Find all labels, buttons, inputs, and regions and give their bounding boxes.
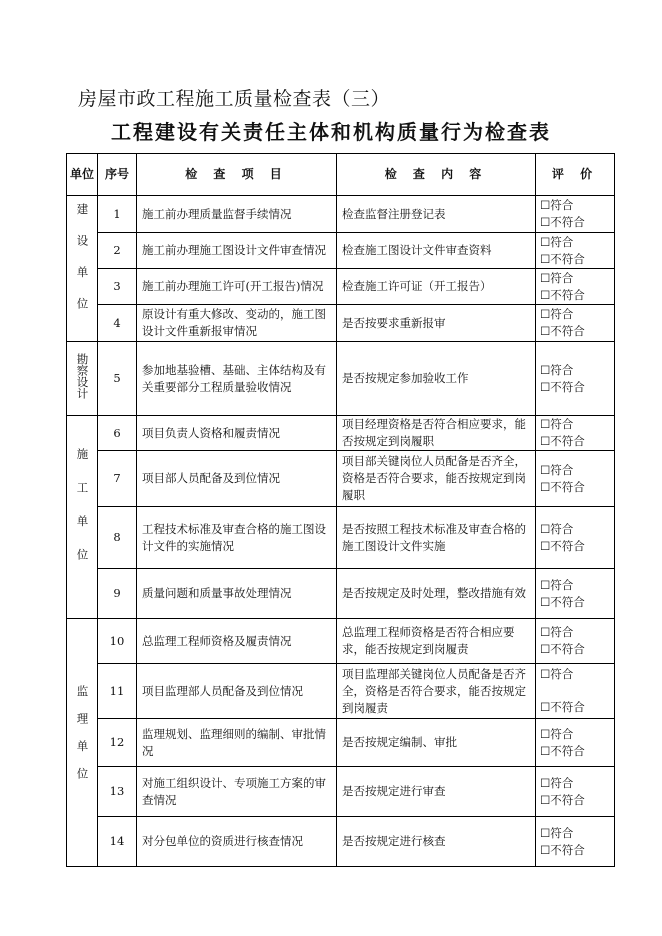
grade-options bbox=[540, 306, 610, 340]
form-title: 房屋市政工程施工质量检查表（三） bbox=[78, 88, 391, 110]
fail-checkbox[interactable]: ☐不符合 bbox=[540, 792, 585, 807]
table-row bbox=[67, 619, 615, 664]
pass-checkbox[interactable]: ☐符合 bbox=[540, 198, 574, 212]
unit-cell bbox=[67, 342, 98, 416]
header-unit: 单位 bbox=[67, 154, 98, 196]
content-cell: 是否按规定编制、审批 bbox=[337, 719, 536, 767]
table-row bbox=[67, 569, 615, 619]
item-cell: 施工前办理施工图设计文件审查情况 bbox=[137, 233, 337, 269]
pass-checkbox[interactable]: ☐符合 bbox=[540, 362, 574, 377]
seq-cell: 9 bbox=[98, 569, 137, 619]
item-cell: 原设计有重大修改、变动的，施工图设计文件重新报审情况 bbox=[137, 305, 337, 342]
header-grade: 评 价 bbox=[536, 154, 615, 196]
content-cell: 项目经理资格是否符合相应要求，能否按规定到岗履职 bbox=[337, 416, 536, 451]
seq-cell: 5 bbox=[98, 342, 137, 416]
table-row bbox=[67, 664, 615, 719]
table-row bbox=[67, 305, 615, 342]
item-cell: 参加地基验槽、基础、主体结构及有关重要部分工程质量验收情况 bbox=[137, 342, 337, 416]
fail-checkbox[interactable]: ☐不符合 bbox=[540, 324, 585, 338]
unit-cell bbox=[67, 416, 98, 619]
content-cell: 项目部关键岗位人员配备是否齐全，资格是否符合要求，能否按规定到岗履职 bbox=[337, 451, 536, 507]
seq-cell: 13 bbox=[98, 767, 137, 817]
seq-cell: 3 bbox=[98, 269, 137, 305]
pass-checkbox[interactable]: ☐符合 bbox=[540, 417, 574, 431]
item-cell: 监理规划、监理细则的编制、审批情况 bbox=[137, 719, 337, 767]
item-cell: 总监理工程师资格及履责情况 bbox=[137, 619, 337, 664]
unit-cell bbox=[67, 196, 98, 342]
table-row bbox=[67, 719, 615, 767]
grade-options bbox=[540, 825, 610, 859]
grade-options bbox=[540, 521, 610, 555]
unit-label: 勘察设计 bbox=[75, 353, 90, 399]
fail-checkbox[interactable]: ☐不符合 bbox=[540, 743, 585, 758]
grade-cell bbox=[536, 451, 615, 507]
content-cell: 是否按照工程技术标准及审查合格的施工图设计文件实施 bbox=[337, 507, 536, 569]
content-cell: 是否按规定进行核查 bbox=[337, 817, 536, 867]
content-cell: 是否按规定参加验收工作 bbox=[337, 342, 536, 416]
pass-checkbox[interactable]: ☐符合 bbox=[540, 307, 574, 321]
item-cell: 项目部人员配备及到位情况 bbox=[137, 451, 337, 507]
table-row bbox=[67, 269, 615, 305]
grade-options bbox=[540, 416, 610, 450]
seq-cell: 12 bbox=[98, 719, 137, 767]
pass-checkbox[interactable]: ☐符合 bbox=[540, 625, 574, 639]
grade-options bbox=[540, 666, 610, 716]
item-cell: 项目负责人资格和履责情况 bbox=[137, 416, 337, 451]
grade-options bbox=[540, 577, 610, 611]
seq-cell: 8 bbox=[98, 507, 137, 569]
content-cell: 是否按规定进行审查 bbox=[337, 767, 536, 817]
seq-cell: 2 bbox=[98, 233, 137, 269]
seq-cell: 14 bbox=[98, 817, 137, 867]
grade-cell bbox=[536, 569, 615, 619]
grade-cell bbox=[536, 269, 615, 305]
content-cell: 总监理工程师资格是否符合相应要求，能否按规定到岗履责 bbox=[337, 619, 536, 664]
fail-checkbox[interactable]: ☐不符合 bbox=[540, 287, 585, 302]
fail-checkbox[interactable]: ☐不符合 bbox=[540, 434, 585, 448]
header-content: 检 查 内 容 bbox=[337, 154, 536, 196]
grade-options bbox=[540, 624, 610, 658]
grade-cell bbox=[536, 305, 615, 342]
fail-checkbox[interactable]: ☐不符合 bbox=[540, 479, 585, 494]
seq-cell: 10 bbox=[98, 619, 137, 664]
grade-cell bbox=[536, 196, 615, 233]
grade-options bbox=[540, 462, 610, 496]
fail-checkbox[interactable]: ☐不符合 bbox=[540, 379, 585, 394]
content-cell: 检查施工图设计文件审查资料 bbox=[337, 233, 536, 269]
pass-checkbox[interactable]: ☐符合 bbox=[540, 577, 574, 592]
table-row bbox=[67, 817, 615, 867]
table-row bbox=[67, 233, 615, 269]
grade-options bbox=[540, 197, 610, 231]
grade-cell bbox=[536, 664, 615, 719]
unit-label: 监理单位 bbox=[75, 685, 90, 795]
grade-cell bbox=[536, 342, 615, 416]
grade-options bbox=[540, 726, 610, 760]
fail-checkbox[interactable]: ☐不符合 bbox=[540, 594, 585, 609]
content-cell: 项目监理部关键岗位人员配备是否齐全，资格是否符合要求，能否按规定到岗履责 bbox=[337, 664, 536, 719]
fail-checkbox[interactable]: ☐不符合 bbox=[540, 700, 585, 714]
pass-checkbox[interactable]: ☐符合 bbox=[540, 270, 574, 285]
seq-cell: 6 bbox=[98, 416, 137, 451]
pass-checkbox[interactable]: ☐符合 bbox=[540, 825, 574, 840]
fail-checkbox[interactable]: ☐不符合 bbox=[540, 251, 585, 266]
inspection-table bbox=[66, 153, 615, 867]
item-cell: 工程技术标准及审查合格的施工图设计文件的实施情况 bbox=[137, 507, 337, 569]
content-cell: 检查监督注册登记表 bbox=[337, 196, 536, 233]
content-cell: 检查施工许可证（开工报告） bbox=[337, 269, 536, 305]
pass-checkbox[interactable]: ☐符合 bbox=[540, 234, 574, 249]
pass-checkbox[interactable]: ☐符合 bbox=[540, 726, 574, 741]
grade-cell bbox=[536, 817, 615, 867]
item-cell: 对施工组织设计、专项施工方案的审查情况 bbox=[137, 767, 337, 817]
item-cell: 项目监理部人员配备及到位情况 bbox=[137, 664, 337, 719]
grade-options bbox=[540, 270, 610, 304]
grade-cell bbox=[536, 767, 615, 817]
unit-label: 施工单位 bbox=[75, 447, 90, 582]
grade-cell bbox=[536, 416, 615, 451]
header-item: 检 查 项 目 bbox=[137, 154, 337, 196]
table-row bbox=[67, 342, 615, 416]
table-row bbox=[67, 416, 615, 451]
pass-checkbox[interactable]: ☐符合 bbox=[540, 775, 574, 790]
content-cell: 是否按要求重新报审 bbox=[337, 305, 536, 342]
form-subtitle: 工程建设有关责任主体和机构质量行为检查表 bbox=[111, 120, 551, 144]
item-cell: 施工前办理质量监督手续情况 bbox=[137, 196, 337, 233]
item-cell: 施工前办理施工许可(开工报告)情况 bbox=[137, 269, 337, 305]
unit-label: 建设单位 bbox=[75, 203, 90, 329]
item-cell: 对分包单位的资质进行核查情况 bbox=[137, 817, 337, 867]
header-seq: 序号 bbox=[98, 154, 137, 196]
pass-checkbox[interactable]: ☐符合 bbox=[540, 462, 574, 477]
header-row bbox=[67, 154, 615, 196]
grade-options bbox=[540, 775, 610, 809]
grade-options bbox=[540, 362, 610, 396]
unit-cell bbox=[67, 619, 98, 867]
pass-checkbox[interactable]: ☐符合 bbox=[540, 667, 574, 681]
table-row bbox=[67, 196, 615, 233]
seq-cell: 4 bbox=[98, 305, 137, 342]
table-row bbox=[67, 451, 615, 507]
grade-cell bbox=[536, 233, 615, 269]
grade-cell bbox=[536, 619, 615, 664]
content-cell: 是否按规定及时处理，整改措施有效 bbox=[337, 569, 536, 619]
table-row bbox=[67, 767, 615, 817]
seq-cell: 11 bbox=[98, 664, 137, 719]
seq-cell: 1 bbox=[98, 196, 137, 233]
fail-checkbox[interactable]: ☐不符合 bbox=[540, 642, 585, 656]
grade-cell bbox=[536, 719, 615, 767]
grade-cell bbox=[536, 507, 615, 569]
fail-checkbox[interactable]: ☐不符合 bbox=[540, 842, 585, 857]
grade-options bbox=[540, 234, 610, 268]
table-row bbox=[67, 507, 615, 569]
fail-checkbox[interactable]: ☐不符合 bbox=[540, 215, 585, 229]
seq-cell: 7 bbox=[98, 451, 137, 507]
fail-checkbox[interactable]: ☐不符合 bbox=[540, 538, 585, 553]
pass-checkbox[interactable]: ☐符合 bbox=[540, 521, 574, 536]
item-cell: 质量问题和质量事故处理情况 bbox=[137, 569, 337, 619]
